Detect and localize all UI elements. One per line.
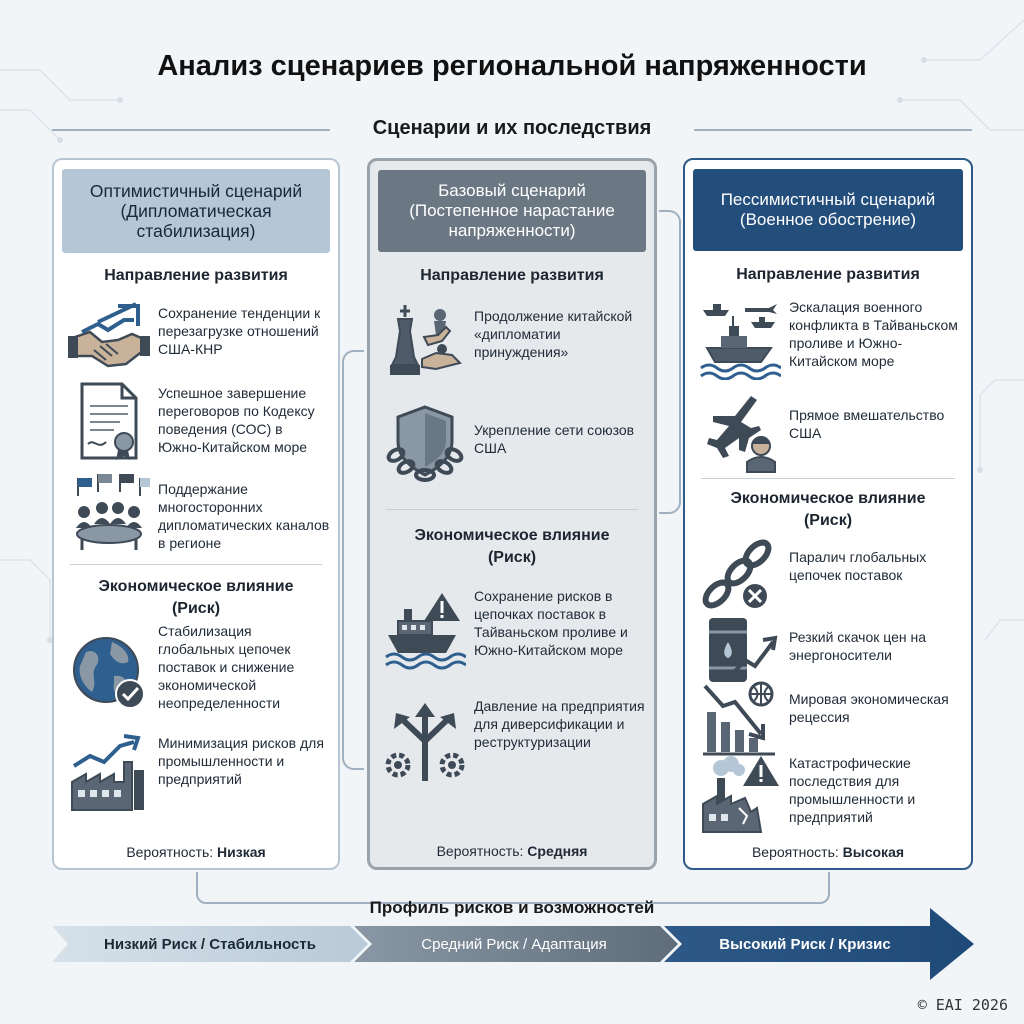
signed-document-icon xyxy=(68,380,150,462)
warships-jets-icon xyxy=(699,298,781,380)
shield-chain-icon xyxy=(384,403,466,485)
item-text: Резкий скачок цен на энергоносители xyxy=(789,629,927,663)
base-direction-heading: Направление развития xyxy=(420,267,604,284)
item-text: Поддержание многосторонних дипломатических каналов в регионе xyxy=(158,481,330,551)
list-item xyxy=(380,588,648,681)
probability-value: Средняя xyxy=(527,843,588,859)
page-subtitle: Сценарии и их последствия xyxy=(372,117,652,139)
damaged-factory-icon xyxy=(699,754,781,836)
list-item xyxy=(380,403,648,493)
broken-chain-icon xyxy=(699,536,781,618)
list-item xyxy=(695,754,965,844)
item-text: Сохранение тенденции к перезагрузке отношений США-КНР xyxy=(158,305,321,357)
optimistic-economic-heading: Экономическое влияние (Риск) xyxy=(98,578,294,617)
section-divider xyxy=(70,564,322,565)
pessimistic-scenario-card xyxy=(683,158,973,870)
list-item xyxy=(64,732,332,822)
copyright: © EAI 2026 xyxy=(917,996,1008,1014)
optimistic-probability xyxy=(54,844,338,860)
item-text: Давление на предприятия для диверсификации и реструктуризации xyxy=(474,698,645,750)
item-text: Мировая экономическая рецессия xyxy=(789,691,949,725)
pessimistic-scenario-heading: Пессимистичный сценарий (Военное обострение) xyxy=(693,169,963,251)
list-item xyxy=(380,301,648,391)
list-item xyxy=(64,298,332,388)
item-text: Паралич глобальных цепочек поставок xyxy=(789,549,927,583)
optimistic-scenario-card xyxy=(52,158,340,870)
probability-label: Вероятность: xyxy=(436,843,524,859)
diplomatic-table-icon xyxy=(68,472,150,554)
globe-check-icon xyxy=(68,632,150,714)
item-text: Минимизация рисков для промышленности и предприятий xyxy=(158,735,324,787)
fighter-soldier-icon xyxy=(699,392,781,474)
probability-value: Высокая xyxy=(842,844,905,860)
ship-warning-icon xyxy=(384,591,466,673)
list-item xyxy=(64,380,332,470)
chess-pressure-icon xyxy=(384,301,466,383)
pessimistic-probability xyxy=(685,844,971,860)
pessimistic-direction-heading: Направление развития xyxy=(736,266,920,283)
section-divider xyxy=(701,478,955,479)
page-title: Анализ сценариев региональной напряженности xyxy=(157,50,867,82)
profile-title: Профиль рисков и возможностей xyxy=(369,898,655,917)
medium-risk-label: Средний Риск / Адаптация xyxy=(421,936,607,953)
high-risk-label: Высокий Риск / Кризис xyxy=(719,936,891,953)
item-text: Успешное завершение переговоров по Кодексу поведения (СОС) в Южно-Китайском море xyxy=(158,385,315,455)
item-text: Сохранение рисков в цепочках поставок в Тайваньском проливе и Южно-Китайском море xyxy=(474,588,628,658)
item-text: Стабилизация глобальных цепочек поставок и снижение экономической неопределенности xyxy=(158,623,295,711)
list-item xyxy=(695,392,965,482)
connector-left xyxy=(342,350,364,770)
item-text: Эскалация военного конфликта в Тайваньском проливе и Южно-Китайском море xyxy=(789,299,958,369)
list-item xyxy=(64,472,332,562)
low-risk-label: Низкий Риск / Стабильность xyxy=(104,936,316,953)
probability-value: Низкая xyxy=(217,844,266,860)
falling-chart-globe-icon xyxy=(699,678,781,760)
base-scenario-heading: Базовый сценарий (Постепенное нарастание напряженности) xyxy=(378,170,646,252)
optimistic-scenario-heading: Оптимистичный сценарий (Дипломатическая стабилизация) xyxy=(62,169,330,253)
item-text: Продолжение китайской «дипломатии принуждения» xyxy=(474,308,633,360)
optimistic-direction-heading: Направление развития xyxy=(104,267,288,284)
pessimistic-economic-heading: Экономическое влияние (Риск) xyxy=(730,490,926,529)
factory-growth-icon xyxy=(68,732,150,814)
list-item xyxy=(380,698,648,791)
diverging-arrows-gears-icon xyxy=(384,701,466,783)
list-item xyxy=(64,623,332,722)
section-divider xyxy=(386,509,638,510)
base-scenario-card xyxy=(367,158,657,870)
base-economic-heading: Экономическое влияние (Риск) xyxy=(414,527,610,566)
item-text: Укрепление сети союзов США xyxy=(474,422,635,456)
connector-right xyxy=(659,210,681,514)
probability-label: Вероятность: xyxy=(126,844,214,860)
item-text: Катастрофические последствия для промышленности и предприятий xyxy=(789,755,916,825)
base-probability xyxy=(370,843,654,859)
probability-label: Вероятность: xyxy=(751,844,839,860)
list-item xyxy=(695,298,965,388)
item-text: Прямое вмешательство США xyxy=(789,407,945,441)
handshake-growth-icon xyxy=(68,298,150,380)
